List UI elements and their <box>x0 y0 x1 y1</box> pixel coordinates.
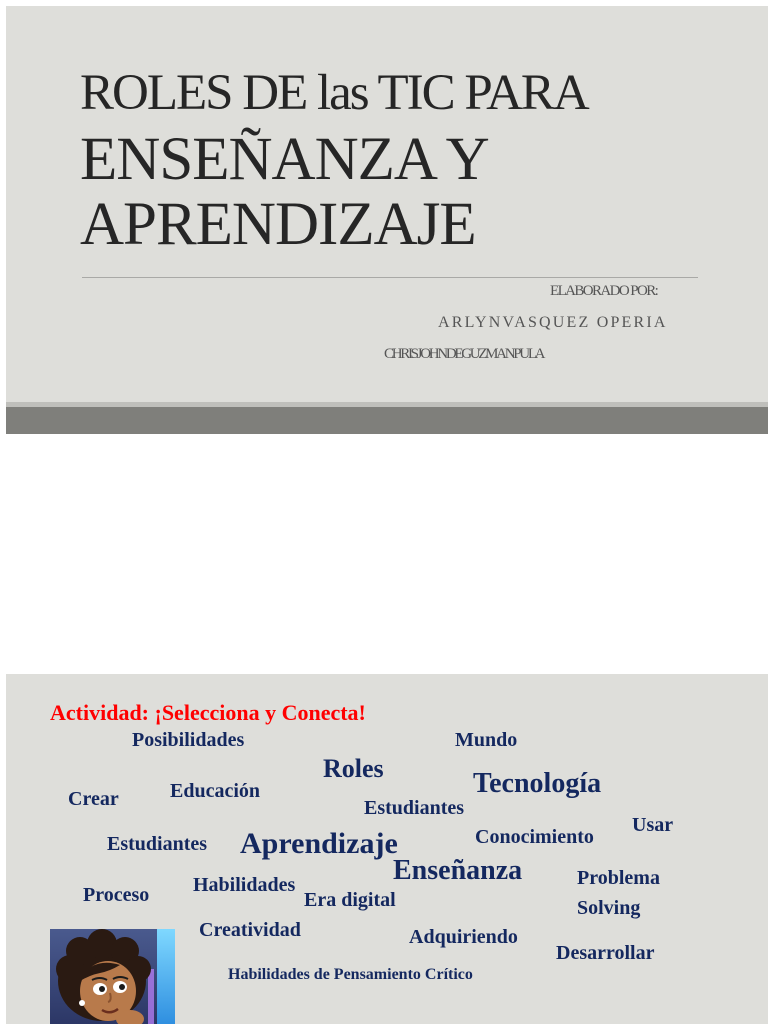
word-tecnologia: Tecnología <box>473 768 602 799</box>
word-desarrollar: Desarrollar <box>556 942 655 964</box>
cartoon-woman-avatar-icon <box>50 929 175 1024</box>
word-roles: Roles <box>323 754 384 783</box>
footer-band-dark <box>6 407 768 434</box>
word-mundo: Mundo <box>455 729 518 751</box>
activity-slide <box>6 674 768 1024</box>
elaborado-por-label: ELABORADO POR: <box>550 283 658 299</box>
slide-title-line-3: APRENDIZAJE <box>80 191 476 258</box>
word-usar: Usar <box>632 814 674 836</box>
slide-title-line-1: ROLES DE las TIC PARA <box>80 65 588 121</box>
word-aprendizaje: Aprendizaje <box>240 827 398 860</box>
word-estudiantes-2: Estudiantes <box>107 833 208 855</box>
word-educacion: Educación <box>170 780 261 802</box>
author-name-2: CHRISJOHNDEGUZMANPULA <box>384 346 544 362</box>
activity-title: Actividad: ¡Selecciona y Conecta! <box>50 700 366 725</box>
word-conocimiento: Conocimiento <box>475 826 594 848</box>
author-name-1: ARLYNVASQUEZ OPERIA <box>438 314 668 331</box>
word-habilidades: Habilidades <box>193 874 296 896</box>
title-slide <box>6 6 768 434</box>
slide-title-line-2: ENSEÑANZA Y <box>80 126 489 193</box>
word-estudiantes-1: Estudiantes <box>364 797 465 819</box>
word-era-digital: Era digital <box>304 889 396 911</box>
word-creatividad: Creatividad <box>199 919 301 941</box>
word-adquiriendo: Adquiriendo <box>409 926 518 948</box>
word-posibilidades: Posibilidades <box>132 729 245 751</box>
word-habilidades-pensamiento-critico: Habilidades de Pensamiento Crítico <box>228 966 473 983</box>
slide-title <box>80 65 740 258</box>
word-proceso: Proceso <box>83 884 150 906</box>
word-problema: Problema <box>577 867 660 889</box>
word-solving: Solving <box>577 897 641 919</box>
word-ensenanza: Enseñanza <box>393 855 523 886</box>
title-divider <box>82 277 698 278</box>
word-crear: Crear <box>68 788 119 810</box>
